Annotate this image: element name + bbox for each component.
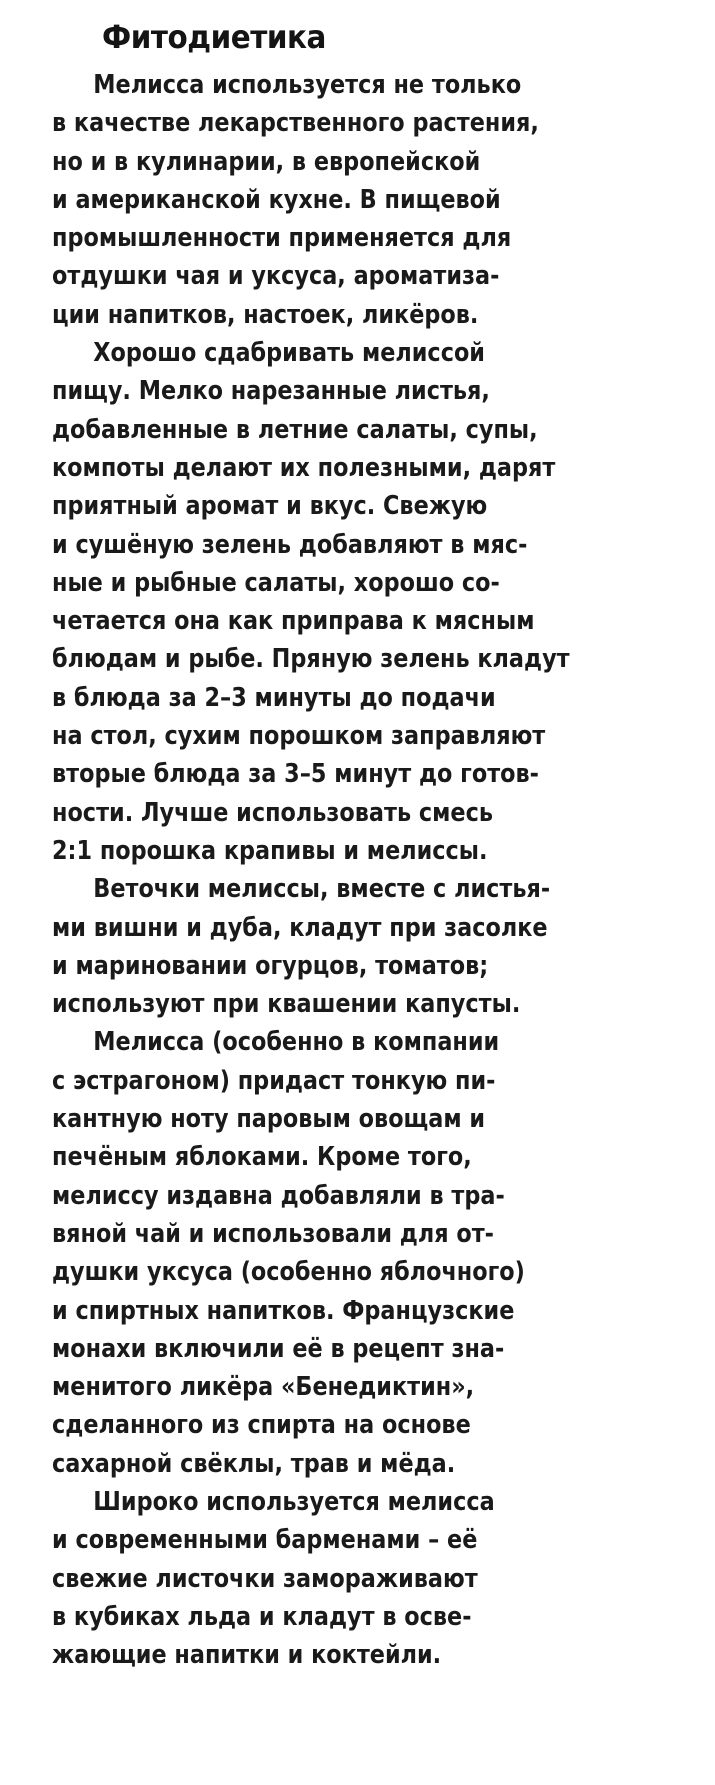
- paragraph-4-line-4: печёным яблоками. Кроме того,: [52, 1142, 472, 1173]
- paragraph-1-line-3: но и в кулинарии, в европейской: [52, 146, 481, 177]
- paragraph-4-line-11: сделанного из спирта на основе: [52, 1410, 471, 1441]
- paragraph-1-line-4: и американской кухне. В пищевой: [52, 184, 501, 215]
- paragraph-4-line-7: душки уксуса (особенно яблочного): [52, 1257, 525, 1288]
- paragraph-2-line-9: блюдам и рыбе. Пряную зелень кладут: [52, 644, 570, 675]
- paragraph-4-line-9: монахи включили её в рецепт зна-: [52, 1333, 505, 1364]
- paragraph-2-line-5: приятный аромат и вкус. Свежую: [52, 491, 488, 522]
- paragraph-3-line-2: ми вишни и дуба, кладут при засолке: [52, 912, 548, 943]
- paragraph-1-line-6: отдушки чая и уксуса, ароматиза-: [52, 261, 500, 292]
- paragraph-2-line-13: ности. Лучше использовать смесь: [52, 797, 493, 828]
- paragraph-2-line-7: ные и рыбные салаты, хорошо со-: [52, 567, 500, 598]
- paragraph-4-line-10: менитого ликёра «Бенедиктин»,: [52, 1372, 475, 1403]
- paragraph-2-line-3: добавленные в летние салаты, супы,: [52, 414, 538, 445]
- paragraph-4-line-12: сахарной свёклы, трав и мёда.: [52, 1448, 456, 1479]
- paragraph-1-line-2: в качестве лекарственного растения,: [52, 108, 539, 139]
- paragraph-2-line-11: на стол, сухим порошком заправляют: [52, 721, 546, 752]
- article-title: Фитодиетика: [102, 18, 326, 56]
- paragraph-1-line-5: промышленности применяется для: [52, 223, 512, 254]
- paragraph-5-line-5: жающие напитки и коктейли.: [52, 1640, 442, 1671]
- paragraph-1-line-1: Мелисса используется не только: [93, 70, 522, 100]
- paragraph-5-line-3: свежие листочки замораживают: [52, 1563, 478, 1594]
- paragraph-5-line-1: Широко используется мелисса: [93, 1486, 495, 1517]
- paragraph-3-line-4: используют при квашении капусты.: [52, 989, 521, 1020]
- paragraph-5-line-2: и современными барменами – её: [52, 1525, 478, 1556]
- paragraph-2-line-4: компоты делают их полезными, дарят: [52, 452, 556, 483]
- paragraph-3-line-3: и мариновании огурцов, томатов;: [52, 950, 489, 981]
- paragraph-2-line-14: 2:1 порошка крапивы и мелиссы.: [52, 835, 488, 866]
- paragraph-2-line-12: вторые блюда за 3–5 минут до готов-: [52, 759, 539, 790]
- paragraph-2-line-2: пищу. Мелко нарезанные листья,: [52, 376, 490, 407]
- paragraph-4-line-3: кантную ноту паровым овощам и: [52, 1104, 486, 1135]
- paragraph-5-line-4: в кубиках льда и кладут в осве-: [52, 1601, 472, 1632]
- paragraph-3-line-1: Веточки мелиссы, вместе с листья-: [93, 874, 551, 905]
- paragraph-4-line-2: с эстрагоном) придаст тонкую пи-: [52, 1065, 496, 1096]
- paragraph-2-line-10: в блюда за 2–3 минуты до подачи: [52, 682, 496, 713]
- paragraph-2-line-8: четается она как приправа к мясным: [52, 606, 535, 637]
- paragraph-4-line-6: вяной чай и использовали для от-: [52, 1218, 494, 1249]
- paragraph-2-line-6: и сушёную зелень добавляют в мяс-: [52, 529, 528, 560]
- paragraph-4-line-5: мелиссу издавна добавляли в тра-: [52, 1180, 505, 1211]
- paragraph-1-line-7: ции напитков, настоек, ликёров.: [52, 299, 479, 330]
- paragraph-4-line-1: Мелисса (особенно в компании: [93, 1027, 500, 1058]
- article-body: [52, 66, 692, 1674]
- paragraph-2-line-1: Хорошо сдабривать мелиссой: [93, 338, 485, 369]
- paragraph-4-line-8: и спиртных напитков. Французские: [52, 1295, 515, 1326]
